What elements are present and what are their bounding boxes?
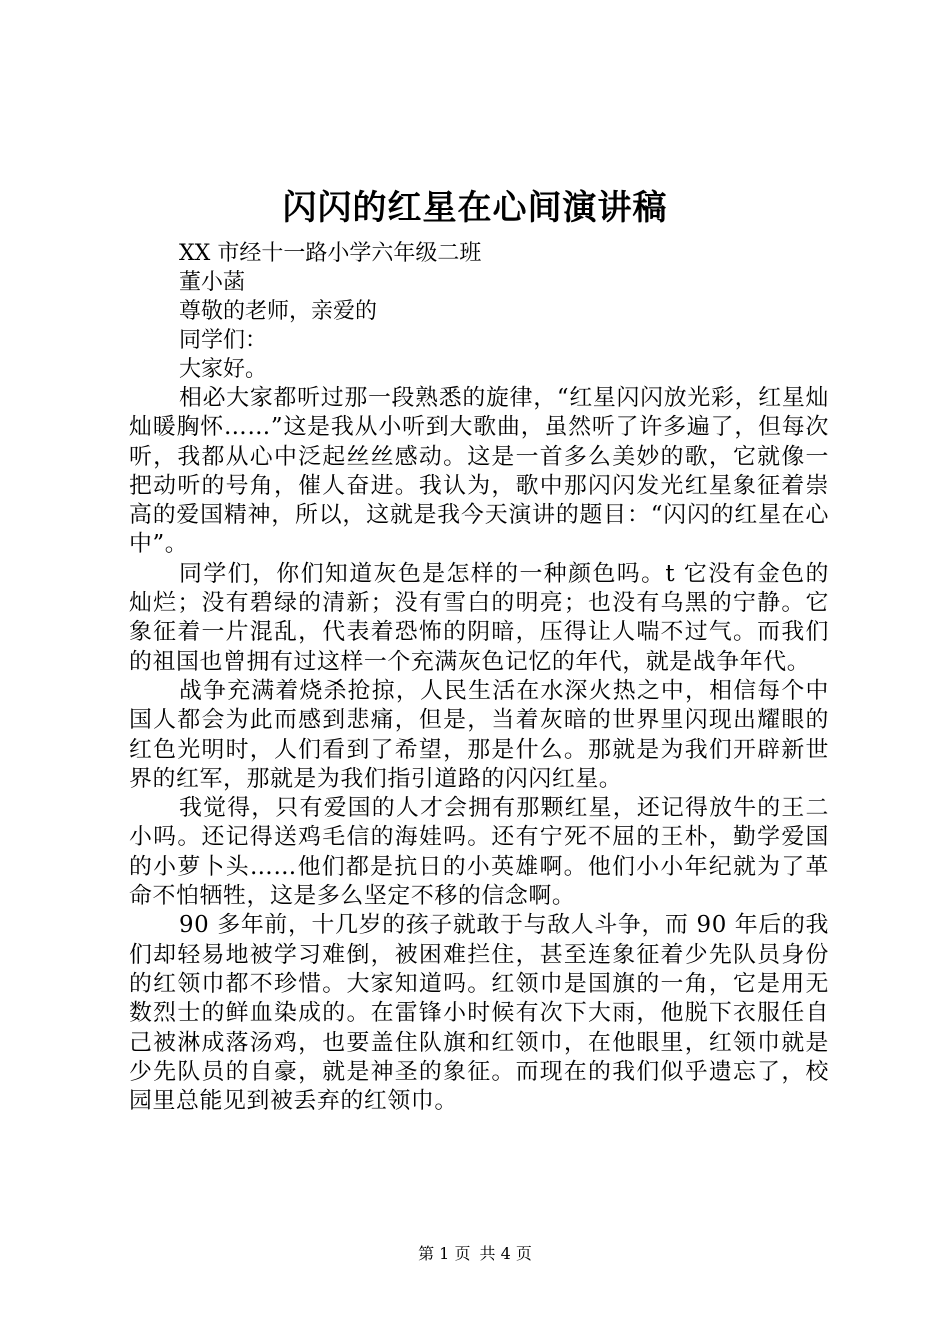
document-body (129, 239, 829, 1116)
paragraph: 我觉得，只有爱国的人才会拥有那颗红星，还记得放牛的王二小吗。还记得送鸡毛信的海娃吗。还有宁死不屈的王朴，勤学爱国的小萝卜头……他们都是抗日的小英雄啊。他们小小年纪就为了革命不怕牺牲，这是多么坚定不移的信念啊。 (129, 795, 829, 910)
page-number: 第 1 页 (418, 1244, 471, 1263)
document-title: 闪闪的红星在心间演讲稿 (282, 188, 668, 228)
greeting-line: 大家好。 (179, 357, 268, 382)
salutation-line-2: 同学们： (179, 328, 268, 353)
paragraph: 相必大家都听过那一段熟悉的旋律，“红星闪闪放光彩，红星灿灿暖胸怀……”这是我从小听到大歌曲，虽然听了许多遍了，但每次听，我都从心中泛起丝丝感动。这是一首多么美妙的歌，它就像一把动听的号角，催人奋进。我认为，歌中那闪闪发光红星象征着崇高的爱国精神，所以，这就是我今天演讲的题目：“闪闪的红星在心中”。 (129, 385, 829, 558)
page-footer (0, 1244, 950, 1264)
paragraph: 战争充满着烧杀抢掠，人民生活在水深火热之中，相信每个中国人都会为此而感到悲痛，但是，当着灰暗的世界里闪现出耀眼的红色光明时，人们看到了希望，那是什么。那就是为我们开辟新世界的红军，那就是为我们指引道路的闪闪红星。 (129, 677, 829, 792)
school-class-line: XX 市经十一路小学六年级二班 (179, 241, 482, 266)
paragraph: 90 多年前，十几岁的孩子就敢于与敌人斗争，而 90 年后的我们却轻易地被学习难倒，被困难拦住，甚至连象征着少先队员身份的红领巾都不珍惜。大家知道吗。红领巾是国旗的一角，它是用无数烈士的鲜血染成的。在雷锋小时候有次下大雨，他脱下衣服任自己被淋成落汤鸡，也要盖住队旗和红领巾，在他眼里，红领巾就是少先队员的自豪，就是神圣的象征。而现在的我们似乎遗忘了，校园里总能见到被丢弃的红领巾。 (129, 912, 829, 1115)
author-name: 董小菡 (179, 270, 246, 295)
page-total: 共 4 页 (479, 1244, 532, 1263)
salutation-line-1: 尊敬的老师，亲爱的 (179, 299, 378, 324)
paragraph: 同学们，你们知道灰色是怎样的一种颜色吗。t 它没有金色的灿烂；没有碧绿的清新；没有雪白的明亮；也没有乌黑的宁静。它象征着一片混乱，代表着恐怖的阴暗，压得让人喘不过气。而我们的祖国也曾拥有过这样一个充满灰色记忆的年代，就是战争年代。 (129, 560, 829, 675)
